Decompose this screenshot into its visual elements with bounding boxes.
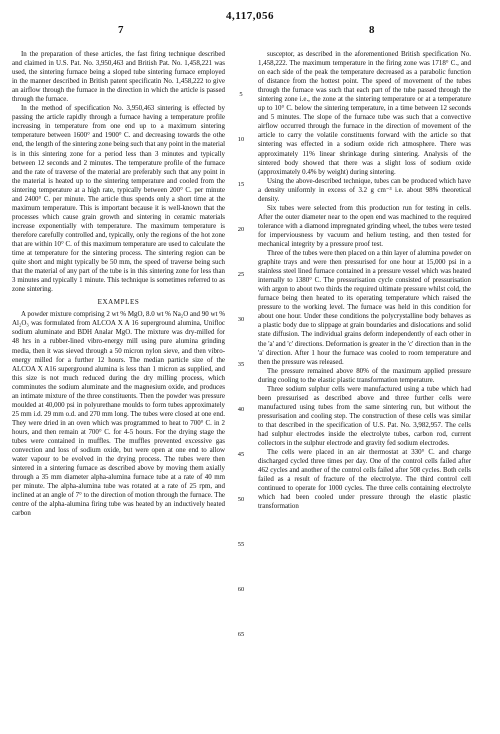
line-number: 50 [237, 496, 245, 503]
line-number: 55 [237, 541, 245, 548]
left-column-number: 7 [118, 24, 124, 36]
paragraph: A powder mixture comprising 2 wt % MgO, 8.0 wt % Na₂O and 90 wt % Al₂O₃ was formulated from ALCOA X A 16 superground alumina, Unifloc sodium aluminate and BDH Analar MgO. The mixture was dry-milled for 48 hrs in a rubber-lined vibro-energy mill using pure alumina grinding media, then it was sieved through a 50 micron nylon sieve, and then vibro-energy milled for a further 12 hours. The median particle size of the ALCOA X A16 superground alumina is less than 1 micron as supplied, and this size is not much reduced during the dry milling process, which comminutes the sodium aluminate and the magnesium oxide, and produces an intimate mixture of the three constituents. Then the powder was pressure moulded at 40,000 psi in polyurethane moulds to form tubes approximately 25 mm i.d. 29 mm o.d. and 270 mm long. The tubes were closed at one end. They were dried in an oven which was programmed to heat to 700° C. in 2 hours, and then remain at 700° C. for 4-5 hours. For the drying stage the tubes were contained in muffles. The muffles prevented excessive gas convection and loss of sodium oxide, but were open at one end to allow water vapour to be evolved in the drying process. The tubes were then sintered in a sintering furnace as described above by moving them axially through a 35 mm diameter alpha-alumina furnace tube at a rate of 40 mm per minute. The alpha-alumina tube was rotated at a rate of 25 rpm, and inclined at an angle of 7° to the direction of motion through the furnace. The centre of the alpha-alumina firing tube was heated by an inductively heated carbon [12, 310, 225, 518]
paragraph: The cells were placed in an air thermostat at 330° C. and charge discharged cycled three times per day. One of the control cells failed after 462 cycles and another of the control cells failed after 508 cycles. Both cells failed as a result of fracture of the electrolyte. The third control cell continued to operate for 1000 cycles. The three cells containing electrolyte which had been cooled under pressure through the elastic plastic transformation [258, 448, 471, 511]
line-number-gutter [228, 50, 254, 726]
line-number: 35 [237, 361, 245, 368]
patent-number: 4,117,056 [226, 10, 274, 22]
paragraph: Three sodium sulphur cells were manufactured using a tube which had been pressurised as described above and three further cells were manufactured using tubes from the same sintering run, but without the pressurisation and cooling step. The construction of these cells was similar to that described in the specification of U.S. Pat. No. 3,982,957. The cells had sulphur electrodes inside the electrolyte tubes, carbon rod, current collectors in the sulphur electrode and gravity fed sodium electrodes. [258, 384, 471, 448]
line-number: 65 [237, 631, 245, 638]
paragraph: Using the above-described technique, tubes can be produced which have a density uniformly in excess of 3.2 g cm⁻³ i.e. about 98% theoretical density. [258, 176, 471, 203]
paragraph: susceptor, as described in the aforementioned British specification No. 1,458,222. The maximum temperature in the firing zone was 1718° C., and on each side of the peak the temperature decreased as a parabolic function of distance from the hottest point. The speed of movement of the tubes through the furnace was such that each part of the tube passed through the sintering zone i.e., the zone at the sintering temperature or at a temperature up to 10° C. below the sintering temperature, in a time between 12 seconds and 5 minutes. The slope of the furnace tube was such that a convective airflow occurred through the furnace in the direction of movement of the article to carry the volatile constituents forward with the article so that sintering was effected in a sodium oxide rich atmosphere. There was approximately 11% linear shrinkage during sintering. Analysis of the sintered body showed that there was a slight loss of sodium oxide (approximately 0.4% by weight) during sintering. [258, 50, 471, 176]
paragraph: Three of the tubes were then placed on a thin layer of alumina powder on graphite trays and were then pressurised for one hour at 15,000 psi in a stainless steel lined furnace contained in a pressure vessel which was heated internally to 1380° C. The pressurisation cycle consisted of pressurisation with argon to about two thirds the required ultimate pressure whilst cold, the furnace being then heated to its operating temperature which raised the pressure to the working level. The furnace was held in this condition for about one hour. Under these conditions the polycrystalline body behaves as a plastic body due to slippage at grain boundaries and dislocations and solid state diffusion. The individual grains deform independently of each other in the 'a' and 'c' directions. Deformation is greater in the 'c' direction than in the 'a' direction. After 1 hour the furnace was cooled to room temperature and then the pressure was released. [258, 249, 471, 366]
line-number: 20 [237, 226, 245, 233]
line-number: 45 [237, 451, 245, 458]
right-text-column [258, 50, 471, 726]
line-number: 25 [237, 271, 245, 278]
examples-heading: EXAMPLES [97, 298, 140, 307]
line-number: 15 [237, 181, 245, 188]
line-number: 60 [237, 586, 245, 593]
line-number: 5 [239, 91, 243, 98]
paragraph: The pressure remained above 80% of the maximum applied pressure during cooling to the elastic plastic transformation temperature. [258, 366, 471, 384]
line-number: 10 [237, 136, 245, 143]
right-column-number: 8 [369, 24, 375, 36]
line-number: 40 [237, 406, 245, 413]
left-text-column [12, 50, 225, 726]
line-number: 30 [237, 316, 245, 323]
page-header [0, 8, 500, 48]
paragraph: In the method of specification No. 3,950,463 sintering is effected by passing the article rapidly through a furnace having a temperature profile increasing in temperature from one end up to a maximum sintering temperature between 1600° and 1900° C. and decreasing towards the othe end, the length of the sintering zone being such that any point in the material is in this sintering zone for a period less than 3 minutes and typically between 12 seconds and 2 minutes. The temperature profile of the furnace and the rate of traverse of the material are preferably such that any point in the material is heated up to the sintering temperature and cooled from the sintering temperature at a high rate, typically between 200° C. per minute and 2400° C. per minute. The article thus spends only a short time at the maximum temperature. This is important because it is well-known that the processes which cause grain growth and sintering in ceramic materials increase exponentially with temperature. The maximum temperature is therefore carefully controlled and, typically, only the regions of the hot zone that are within 10° C. of this maximum temperature are used to calculate the time at temperature for the sintering process. The sintering region can be quite short and might typically be 50 mm, the speed of traverse being such that the material of any part of the tube is in this sintering zone for less than 3 minutes and typically 1 minute. This technique is sometimes referred to as zone sintering. [12, 104, 225, 294]
paragraph: In the preparation of these articles, the fast firing technique described and claimed in U.S. Pat. No. 3,950,463 and British Pat. No. 1,458,221 was used, the sintering furnace being a sloped tube sintering furnace employed in the manner described in British patent specificatin No. 1,458,222 to give an airflow through the furnace in the direction in which the article is passed through the furnace. [12, 50, 225, 104]
paragraph: Six tubes were selected from this production run for testing in cells. After the outer diameter near to the open end was machined to the required tolerance with a diamond impregnated grinding wheel, the tubes were tested for imperviousness by vacuum and helium testing, and then tested for mechanical integrity by a pressure proof test. [258, 203, 471, 248]
